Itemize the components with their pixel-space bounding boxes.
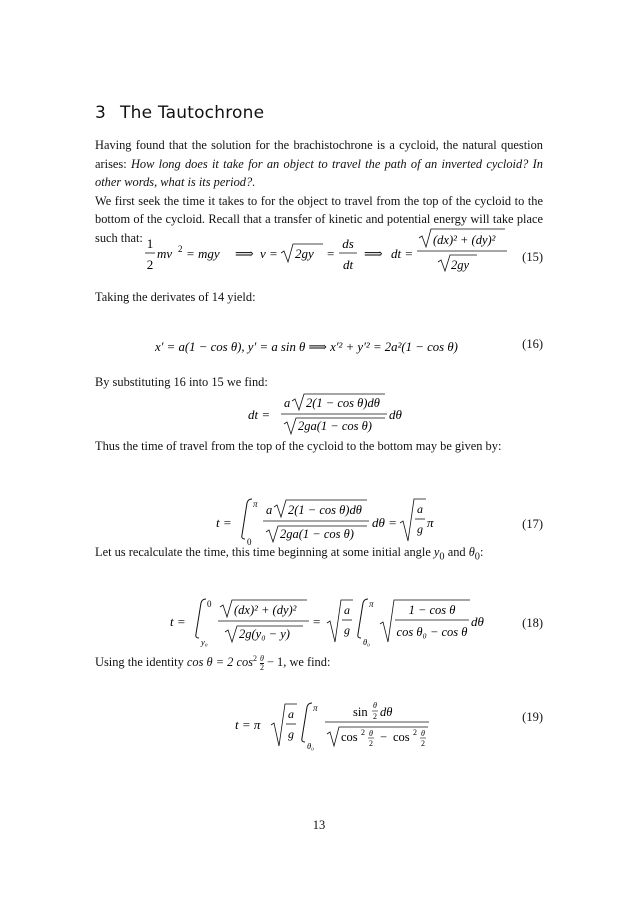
identity-text-2: − 1, we find: [266,655,331,670]
equation-19-svg [95,700,543,752]
eq18-frac-a: a [344,603,350,617]
eq17-denominator: 2ga(1 − cos θ) [280,527,354,541]
eq15-half-den: 2 [146,257,154,272]
eq19-lhs: t = π [235,717,261,732]
identity-text-1: Using the identity [95,655,187,670]
eq15-dt-eq: dt = [391,246,414,261]
eq15-v-eq: v = [260,246,278,261]
eqdt-dtheta: dθ [389,407,402,422]
recalc-and: and [444,545,469,559]
identity-half-angle [260,655,264,672]
eq19-numerator-dtheta: dθ [380,705,393,719]
eqdt-a: a [284,396,291,410]
eq19-num-frac-top: θ [373,701,377,710]
eq15-denominator: 2gy [451,258,470,272]
identity-sup-2: 2 [252,654,257,663]
eq17-lhs: t = [216,515,232,530]
eq17-numerator: 2(1 − cos θ)dθ [288,503,362,517]
equation-19 [95,700,543,752]
eqdt-numerator: 2(1 − cos θ)dθ [306,396,380,410]
eq18-denominator-2: cos θ₀ − cos θ [396,625,468,639]
eq17-number: (17) [522,517,543,531]
equation-18 [95,596,543,648]
eq18-eq: = [313,614,321,629]
eq18-numerator-1: (dx)² + (dy)² [234,603,297,617]
eq15-numerator: (dx)² + (dy)² [433,233,496,247]
section-number: 3 [95,103,107,123]
eq18-upper-1: 0 [207,599,212,609]
recalc-y: y [433,545,440,559]
recalc-y-sub: 0 [439,551,445,563]
eq19-denom-cos-1: cos [341,730,358,744]
eq15-eq2: = [327,246,335,261]
substituting-text: By substituting 16 into 15 we find: [95,375,268,389]
eq19-num-frac-bot: 2 [373,712,377,721]
intro-text-1: Having found that the solution for the brachistochrone is a cycloid, the natural question arises: [95,138,543,171]
section-heading [95,103,264,123]
identity-formula: cos θ = 2 cos [186,655,253,670]
equation-dt [95,393,543,435]
eq18-upper-2: π [369,599,374,609]
eq18-lower-1: y₀ [201,637,208,647]
eq19-frac-a: a [288,707,294,721]
eq18-lower-2: θ₀ [363,637,371,647]
eq18-number: (18) [522,616,543,630]
recalc-end: : [479,545,484,559]
eq15-mv: mv [157,246,173,261]
eq17-frac-g: g [417,522,423,536]
eqdt-lhs: dt = [248,407,271,422]
eq18-lhs: t = [170,614,186,629]
equation-18-svg [95,596,543,648]
equation-dt-svg [95,393,543,435]
identity-half-bot: 2 [259,662,264,672]
eq19-number: (19) [522,710,543,724]
eq19-numerator-sin: sin [353,705,368,719]
identity-text [95,650,543,672]
equation-17-svg [95,495,543,547]
eqdt-denominator: 2ga(1 − cos θ) [298,419,372,433]
equation-17 [95,495,543,547]
eq17-frac-a: a [417,502,423,516]
eq17-upper: π [253,499,258,509]
eq17-a: a [266,503,273,517]
intro-question: How long does it take for an object to travel the path of an inverted cycloid? In other words, what is its period?. [95,156,543,189]
eq19-upper: π [313,703,318,713]
eq18-numerator-2: 1 − cos θ [408,603,456,617]
taking-derivatives-text: Taking the derivates of 14 yield: [95,290,256,304]
eq19-denom-frac-bot-1: 2 [369,739,373,748]
identity-half-top: θ [260,653,264,663]
eq17-lower: 0 [247,537,252,547]
equation-15 [95,228,543,276]
equation-16-svg [95,335,543,357]
eq18-frac-g: g [344,623,350,637]
eq19-denom-sup-2: 2 [413,728,417,737]
equation-16 [95,335,543,357]
eq19-denom-cos-2: cos [393,730,410,744]
eq15-ds: ds [342,236,354,251]
recalculate-text [95,543,543,567]
recalc-text-1: Let us recalculate the time, this time beginning at some initial angle [95,545,434,559]
eq19-denom-minus: − [380,730,388,744]
intro-text-2: We first seek the time it takes to for the object to travel from the top of the cycloid to the bottom of the cycloid. Recall that a transfer of kinetic and potential energy will take place such that: [95,193,543,245]
eq15-mgy: = mgy [186,246,220,261]
eq19-denom-frac-bot-2: 2 [421,739,425,748]
recalc-theta: θ [468,545,475,559]
thus-text: Thus the time of travel from the top of the cycloid to the bottom may be given by: [95,439,502,453]
eq15-number: (15) [522,250,543,264]
eq16-number: (16) [522,337,543,351]
equation-15-svg [95,228,543,276]
eq19-denom-frac-top-2: θ [421,729,425,738]
eq15-implies-2: ⟹ [364,246,383,261]
eq15-half-num: 1 [146,236,154,251]
section-title-text: The Tautochrone [120,103,265,123]
eq15-sup: 2 [178,244,183,254]
eq18-denominator-1: 2g(y₀ − y) [239,627,290,641]
eq15-sqrt-2gy: 2gy [295,246,314,261]
eq17-dtheta: dθ = [372,515,397,530]
eq18-dtheta: dθ [471,614,484,629]
eq19-denom-sup-1: 2 [361,728,365,737]
page-number: 13 [312,818,326,832]
eq19-denom-frac-top-1: θ [369,729,373,738]
recalc-theta-sub: 0 [474,551,480,563]
eq19-lower: θ₀ [307,741,315,751]
eq15-dt-den: dt [342,257,354,272]
eq19-frac-g: g [288,727,294,741]
eq16-body: x′ = a(1 − cos θ), y′ = a sin θ ⟹ x′² + y′² = 2a²(1 − cos θ) [155,340,458,354]
eq17-pi: π [427,515,434,530]
eq15-implies-1: ⟹ [235,246,254,261]
